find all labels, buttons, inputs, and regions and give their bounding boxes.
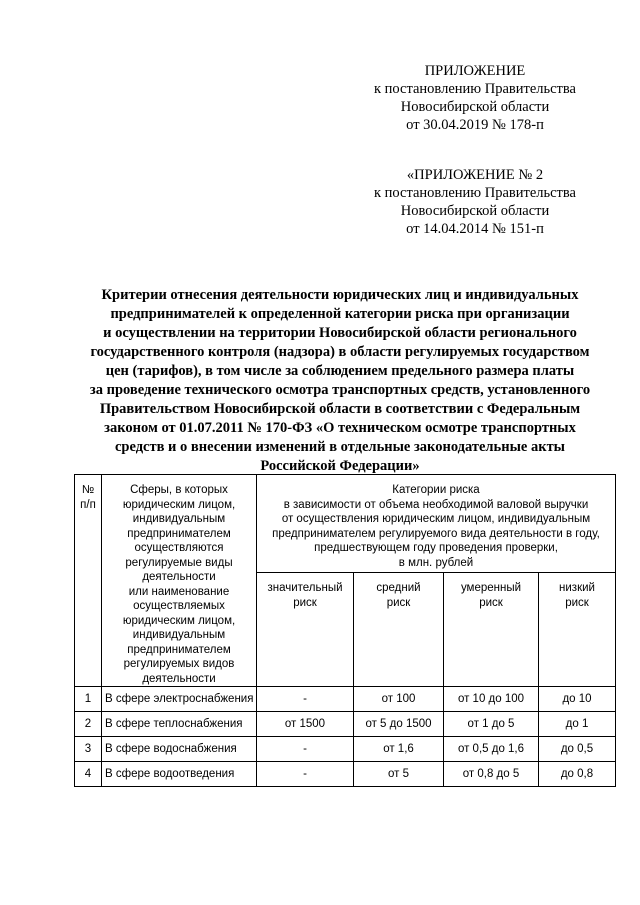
- risk-criteria-table: [74, 474, 616, 787]
- header-number-line: №: [81, 484, 95, 496]
- header-number: [75, 475, 102, 687]
- table-row: [75, 712, 616, 737]
- title-line: Правительством Новосибирской области в соответствии с Федеральным: [99, 401, 581, 417]
- row-moderate: от 0,8 до 5: [444, 762, 539, 787]
- title-line: Российской Федерации»: [260, 458, 420, 474]
- annex-amended-line: «ПРИЛОЖЕНИЕ № 2: [406, 167, 544, 183]
- header-sphere-line: юридическим лицом,: [122, 498, 236, 511]
- title-line: Критерии отнесения деятельности юридических лиц и индивидуальных: [101, 287, 579, 303]
- header-sphere-line: регулируемых видов: [123, 658, 235, 670]
- header-significant-risk: [257, 573, 354, 687]
- header-category-line: предшествующем году проведения проверки,: [314, 542, 558, 554]
- table-row: [75, 687, 616, 712]
- header-sphere-line: Сферы, в которых: [130, 484, 228, 496]
- row-number: 1: [75, 687, 102, 712]
- header-sphere-line: предпринимателем: [127, 643, 231, 656]
- header-sphere-line: индивидуальным: [132, 629, 226, 641]
- row-low: до 0,5: [539, 737, 616, 762]
- header-sub-line: риск: [565, 596, 589, 609]
- header-sub-line: низкий: [559, 582, 595, 594]
- row-moderate: от 1 до 5: [444, 712, 539, 737]
- header-category-line: от осуществления юридическим лицом, индивидуальным: [281, 513, 591, 525]
- row-low: до 0,8: [539, 762, 616, 787]
- row-sphere: В сфере теплоснабжения: [102, 712, 257, 737]
- row-moderate: от 10 до 100: [444, 687, 539, 712]
- header-category-line: в млн. рублей: [398, 556, 474, 569]
- title-line: законом от 01.07.2011 № 170-ФЗ «О техническом осмотре транспортных: [104, 420, 576, 436]
- header-sphere-line: осуществляемых: [133, 600, 225, 612]
- row-number: 4: [75, 762, 102, 787]
- row-moderate: от 0,5 до 1,6: [444, 737, 539, 762]
- title-line: цен (тарифов), в том числе за соблюдением предельного размера платы: [105, 363, 575, 379]
- table-row: [75, 737, 616, 762]
- row-medium: от 100: [354, 687, 444, 712]
- header-sphere-line: осуществляются: [134, 542, 224, 554]
- header-category-line: Категории риска: [392, 484, 480, 496]
- header-sphere-line: юридическим лицом,: [122, 614, 236, 627]
- header-sphere-line: деятельности: [142, 571, 216, 583]
- row-sphere: В сфере водоснабжения: [102, 737, 257, 762]
- annex-amended-line: от 14.04.2014 № 151-п: [406, 221, 544, 237]
- header-category-line: предпринимателем регулируемого вида деятельности в году,: [272, 527, 600, 540]
- header-category-line: в зависимости от объема необходимой валовой выручки: [283, 498, 589, 511]
- header-sub-line: риск: [386, 596, 411, 609]
- row-low: до 1: [539, 712, 616, 737]
- header-sphere-line: предпринимателем: [127, 527, 231, 540]
- header-low-risk: [539, 573, 616, 687]
- row-number: 3: [75, 737, 102, 762]
- row-significant: -: [257, 687, 354, 712]
- header-risk-category: [257, 475, 616, 573]
- row-sphere: В сфере водоотведения: [102, 762, 257, 787]
- header-sub-line: умеренный: [460, 582, 522, 594]
- document-title: [60, 286, 620, 476]
- header-number-line: п/п: [80, 498, 96, 511]
- row-significant: от 1500: [257, 712, 354, 737]
- header-sub-line: риск: [479, 596, 503, 609]
- header-sphere-line: деятельности: [142, 672, 216, 685]
- row-medium: от 1,6: [354, 737, 444, 762]
- row-medium: от 5 до 1500: [354, 712, 444, 737]
- header-sphere-line: регулируемые виды: [125, 556, 233, 569]
- row-low: до 10: [539, 687, 616, 712]
- annex-current-line: от 30.04.2019 № 178-п: [406, 117, 544, 133]
- header-medium-risk: [354, 573, 444, 687]
- header-sub-line: средний: [376, 582, 421, 594]
- annex-amended-line: к постановлению Правительства: [374, 185, 576, 201]
- title-line: средств и о внесении изменений в отдельные законодательные акты: [114, 439, 566, 455]
- title-line: за проведение технического осмотра транспортных средств, установленного: [89, 382, 591, 398]
- annex-current-line: к постановлению Правительства: [374, 81, 576, 97]
- header-sub-line: значительный: [267, 582, 343, 594]
- row-significant: -: [257, 762, 354, 787]
- title-line: государственного контроля (надзора) в области регулируемых государством: [90, 344, 590, 360]
- row-significant: -: [257, 737, 354, 762]
- annex-current-line: Новосибирской области: [400, 99, 550, 115]
- row-number: 2: [75, 712, 102, 737]
- table-row: [75, 762, 616, 787]
- annex-current-line: ПРИЛОЖЕНИЕ: [424, 63, 526, 79]
- annex-amended-header: [340, 166, 610, 238]
- header-moderate-risk: [444, 573, 539, 687]
- row-medium: от 5: [354, 762, 444, 787]
- header-sphere-line: или наименование: [128, 585, 230, 598]
- annex-current-header: [340, 62, 610, 134]
- header-sphere: [102, 475, 257, 687]
- title-line: и осуществлении на территории Новосибирской области регионального: [103, 325, 577, 341]
- row-sphere: В сфере электроснабжения: [102, 687, 257, 712]
- header-sub-line: риск: [293, 596, 317, 609]
- title-line: предпринимателей к определенной категории риска при организации: [110, 306, 570, 322]
- annex-amended-line: Новосибирской области: [400, 203, 550, 219]
- header-sphere-line: индивидуальным: [132, 513, 226, 525]
